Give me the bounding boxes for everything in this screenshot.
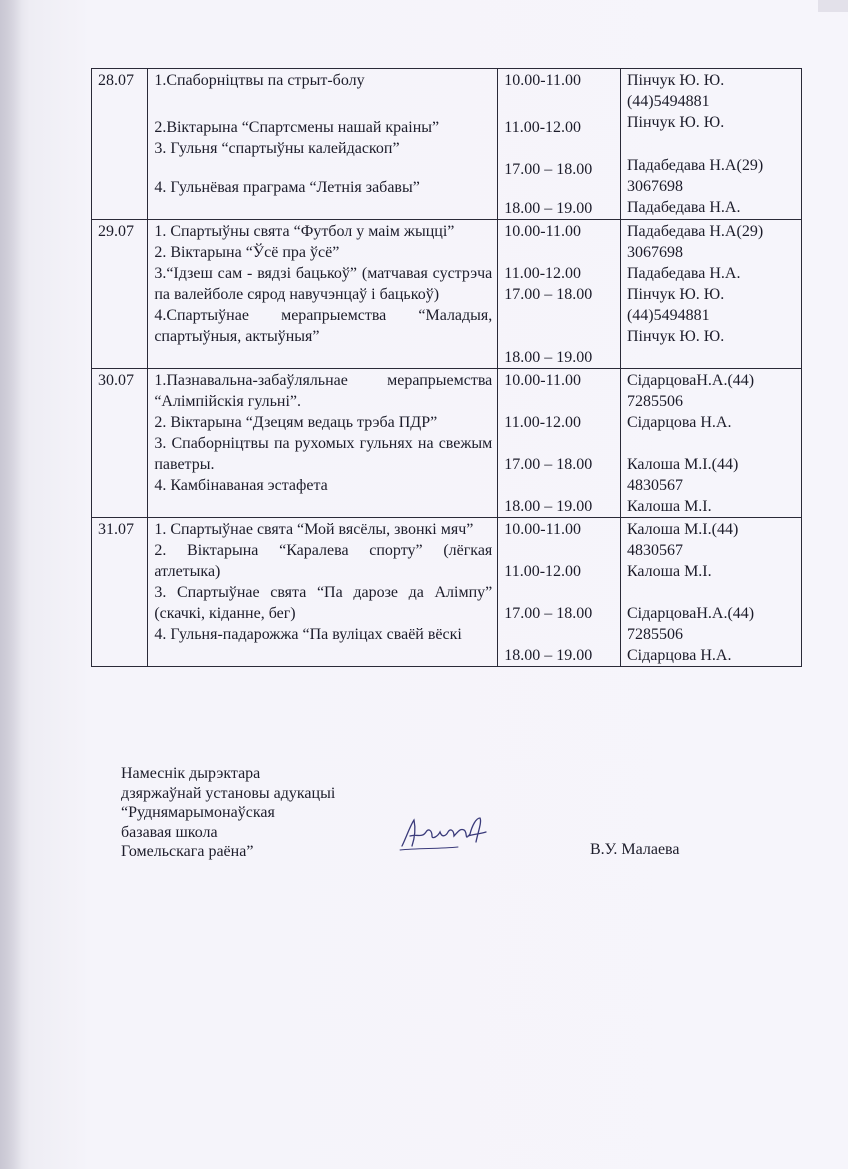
schedule-table [91, 68, 802, 667]
responsible-item: Пінчук Ю. Ю. [626, 114, 725, 131]
events-cell [148, 220, 498, 369]
responsible-item: Сідарцова Н.А. [626, 414, 732, 431]
responsible-item: Пінчук Ю. Ю. (44)5494881 [626, 286, 725, 324]
responsible-item: Сідарцова Н.А. [626, 647, 732, 664]
responsible-item: Калоша М.І. [626, 498, 712, 515]
schedule-row [92, 369, 802, 518]
responsible-item: Калоша М.І.(44) 4830567 [626, 456, 739, 494]
date-cell: 28.07 [92, 69, 148, 220]
time-item: 18.00 – 19.00 [504, 647, 593, 664]
time-item: 11.00-12.00 [504, 265, 582, 282]
responsible-item: СідарцоваН.А.(44) 7285506 [626, 605, 755, 643]
event-item: 3. Спартыўнае свята “Па дарозе да Алімпу” (скачкі, кіданне, бег) [154, 584, 493, 622]
event-item: 3. Гульня “спартыўны калейдаскоп” [154, 140, 400, 157]
times-cell [498, 69, 621, 220]
times-cell [498, 369, 621, 518]
time-item: 11.00-12.00 [504, 119, 582, 136]
responsible-item: Калоша М.І. [626, 563, 712, 580]
event-item: 1.Пазнавальна-забаўляльнае мерапрыемства “Алімпійскія гульні”. [154, 372, 493, 410]
time-item: 10.00-11.00 [504, 223, 582, 240]
responsible-item: Падабедава Н.А. [626, 199, 741, 216]
event-item: 3.“Ідзеш сам - вядзі бацькоў” (матчавая сустрэча па валейболе сярод навучэнцаў і бацькоў) [154, 265, 493, 303]
signature-block [121, 764, 335, 862]
times-cell [498, 518, 621, 667]
date-cell: 30.07 [92, 369, 148, 518]
responsible-cell [620, 220, 801, 369]
responsible-cell [620, 69, 801, 220]
time-item: 10.00-11.00 [504, 372, 582, 389]
event-item: 2.Віктарына “Спартсмены нашай краіны” [154, 119, 440, 136]
responsible-item: Падабедава Н.А(29) 3067698 [626, 223, 764, 261]
event-item: 1. Спартыўнае свята “Мой вясёлы, звонкі мяч” [154, 521, 474, 538]
handwritten-signature [398, 812, 488, 854]
event-item: 2. Віктарына “Ўсё пра ўсё” [154, 244, 340, 261]
scan-edge-shadow [0, 0, 22, 1169]
event-item: 4. Гульнёвая праграма “Летнія забавы” [154, 179, 420, 196]
responsible-cell [620, 369, 801, 518]
time-item: 11.00-12.00 [504, 414, 582, 431]
date-cell: 29.07 [92, 220, 148, 369]
time-item: 10.00-11.00 [504, 72, 582, 89]
schedule-row [92, 69, 802, 220]
event-item: 4. Гульня-падарожжа “Па вуліцах сваёй вёскі [154, 626, 462, 643]
time-item: 18.00 – 19.00 [504, 200, 593, 217]
events-cell [148, 369, 498, 518]
responsible-item: Калоша М.І.(44) 4830567 [626, 521, 739, 559]
signature-line: дзяржаўнай установы адукацыі [121, 784, 336, 802]
times-cell [498, 220, 621, 369]
event-item: 4.Спартыўнае мерапрыемства “Маладыя, спартыўныя, актыўныя” [154, 307, 493, 345]
signature-line: базавая школа [121, 823, 218, 841]
date-cell: 31.07 [92, 518, 148, 667]
event-item: 2. Віктарына “Каралева спорту” (лёгкая атлетыка) [154, 542, 493, 580]
schedule-body [92, 69, 802, 667]
time-item: 17.00 – 18.00 [504, 456, 593, 473]
schedule-row [92, 518, 802, 667]
responsible-item: Падабедава Н.А(29) 3067698 [626, 157, 764, 195]
events-cell [148, 69, 498, 220]
time-item: 18.00 – 19.00 [504, 498, 593, 515]
event-item: 4. Камбінаваная эстафета [154, 477, 328, 494]
responsible-item: СідарцоваН.А.(44) 7285506 [626, 372, 755, 410]
event-item: 1. Спартыўны свята “Футбол у маім жыцці” [154, 223, 455, 240]
event-item: 1.Спаборніцтвы па стрыт-болу [154, 72, 365, 89]
signature-line: Намеснік дырэктара [121, 765, 261, 782]
event-item: 2. Віктарына “Дзецям ведаць трэба ПДР” [154, 414, 438, 431]
responsible-item: Пінчук Ю. Ю. (44)5494881 [626, 72, 725, 110]
time-item: 10.00-11.00 [504, 521, 582, 538]
time-item: 17.00 – 18.00 [504, 286, 593, 303]
events-cell [148, 518, 498, 667]
time-item: 17.00 – 18.00 [504, 605, 593, 622]
signature-line: Гомельскага раёна” [121, 843, 254, 860]
time-item: 11.00-12.00 [504, 563, 582, 580]
signature-line: “Руднямарымонаўская [121, 804, 275, 821]
time-item: 17.00 – 18.00 [504, 161, 593, 178]
schedule-row [92, 220, 802, 369]
responsible-item: Пінчук Ю. Ю. [626, 328, 725, 345]
responsible-item: Падабедава Н.А. [626, 265, 741, 282]
time-item: 18.00 – 19.00 [504, 349, 593, 366]
signer-name: В.У. Малаева [590, 841, 680, 858]
scan-corner-mark [818, 0, 848, 12]
event-item: 3. Спаборніцтвы па рухомых гульнях на свежым паветры. [154, 435, 493, 473]
responsible-cell [620, 518, 801, 667]
